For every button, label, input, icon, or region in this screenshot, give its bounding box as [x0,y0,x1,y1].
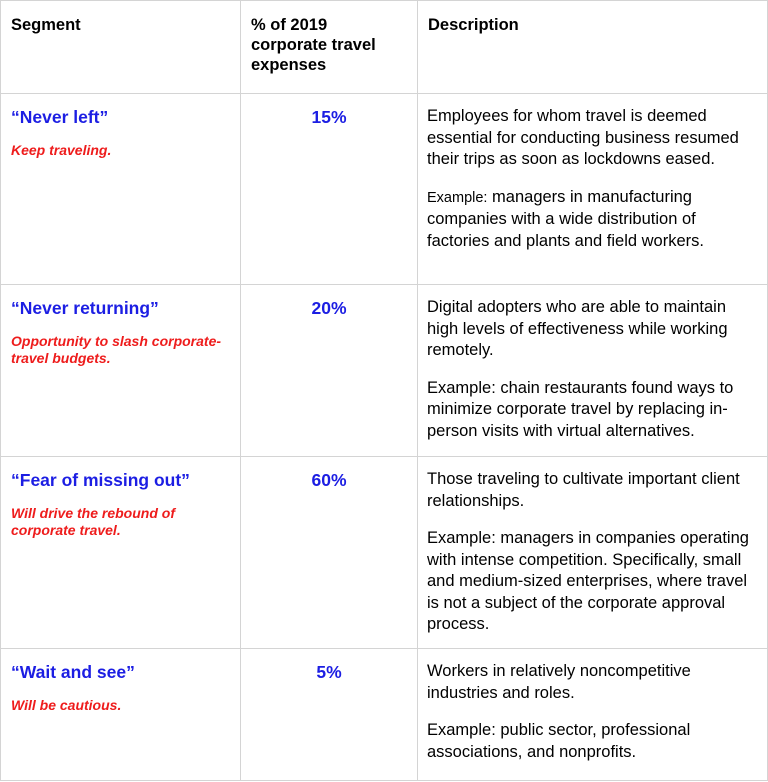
segment-note: Keep traveling. [11,142,112,158]
example-text [427,720,757,763]
table-row [1,285,768,457]
segment-cell [1,649,241,781]
table-row [1,649,768,781]
description-cell [418,94,768,285]
percent-value: 20% [311,298,347,318]
percent-value: 15% [311,107,347,127]
percent-cell [241,649,418,781]
segment-note: Will drive the rebound of corporate travel. [11,505,175,538]
segment-name: “Never returning” [11,298,159,318]
example-body: public sector, professional associations, and nonprofits. [427,721,691,761]
example-label: Example: [427,189,488,206]
description-cell [418,649,768,781]
segment-cell [1,285,241,457]
segment-cell [1,94,241,285]
segment-name: “Never left” [11,107,109,127]
segment-name: “Fear of missing out” [11,470,190,490]
header-percent: % of 2019 corporate travel expenses [241,1,418,94]
description-text: Workers in relatively noncompetitive industries and roles. [427,662,691,702]
example-text [427,378,757,443]
header-segment: Segment [1,1,241,94]
segment-note: Opportunity to slash corporate-travel budgets. [11,333,222,366]
table-header-row [1,1,768,94]
percent-cell [241,94,418,285]
example-text [427,528,757,636]
percent-cell [241,457,418,649]
example-label: Example: [427,378,496,397]
example-label: Example: [427,721,496,739]
example-text [427,187,757,253]
description-text: Employees for whom travel is deemed essential for conducting business resumed their trips as soon as lockdowns eased. [427,107,739,168]
example-label: Example: [427,529,496,547]
description-cell [418,457,768,649]
segment-cell [1,457,241,649]
description-text: Digital adopters who are able to maintain high levels of effectiveness while working remotely. [427,298,728,359]
table-row [1,457,768,649]
description-cell [418,285,768,457]
segment-note: Will be cautious. [11,697,122,713]
description-text: Those traveling to cultivate important client relationships. [427,470,740,510]
segment-name: “Wait and see” [11,662,135,682]
example-body: chain restaurants found ways to minimize corporate travel by replacing in-person visits with virtual alternatives. [427,378,734,440]
example-body: managers in manufacturing companies with a wide distribution of factories and plants and field workers. [427,187,704,250]
percent-cell [241,285,418,457]
header-description: Description [418,1,768,94]
example-body: managers in companies operating with intense competition. Specifically, small and medium-sized enterprises, where travel is not a subject of the corporate approval process. [427,529,749,633]
percent-value: 5% [316,662,342,682]
percent-value: 60% [311,470,347,490]
table-row [1,94,768,285]
